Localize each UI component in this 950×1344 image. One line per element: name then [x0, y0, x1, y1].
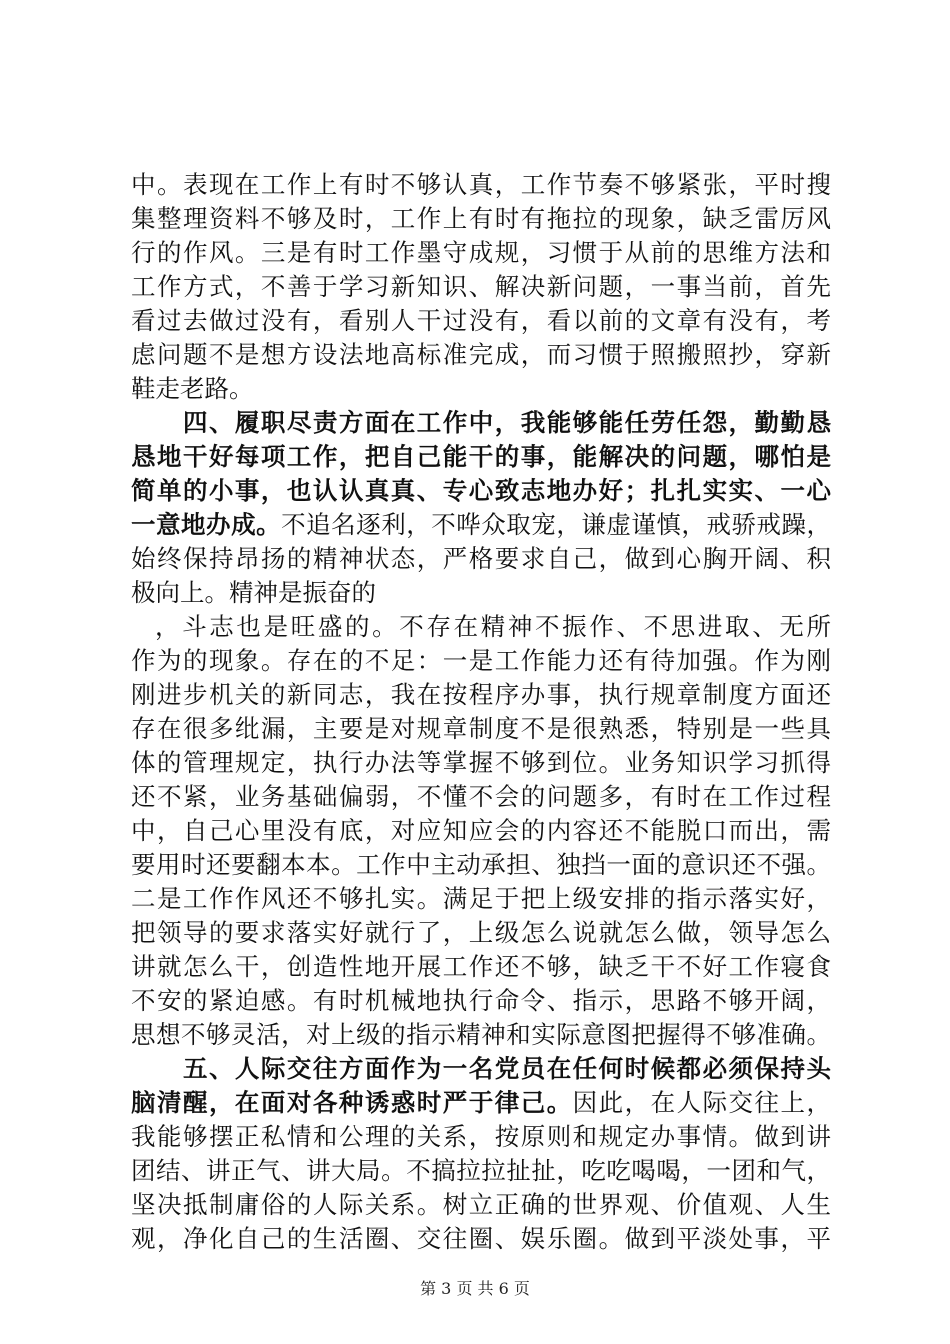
text-line: [131, 1086, 831, 1120]
text-segment: 体的管理规定，执行办法等掌握不够到位。业务知识学习抓得: [131, 748, 831, 777]
text-line: [131, 576, 831, 610]
text-segment: 鞋走老路。: [131, 374, 254, 403]
text-line: [131, 1188, 831, 1222]
text-line: [131, 678, 831, 712]
text-segment: 刚进步机关的新同志，我在按程序办事，执行规章制度方面还: [131, 680, 831, 709]
text-line: [131, 644, 831, 678]
text-line: [131, 712, 831, 746]
text-segment: ，斗志也是旺盛的。不存在精神不振作、不思进取、无所: [155, 612, 831, 641]
text-segment: 工作方式，不善于学习新知识、解决新问题，一事当前，首先: [131, 272, 831, 301]
text-line: [131, 814, 831, 848]
text-line: [131, 950, 831, 984]
text-segment: 虑问题不是想方设法地高标准完成，而习惯于照搬照抄，穿新: [131, 340, 831, 369]
text-line: [131, 746, 831, 780]
text-line: [131, 338, 831, 372]
text-line: [131, 882, 831, 916]
text-segment: 还不紧，业务基础偏弱，不懂不会的问题多，有时在工作过程: [131, 782, 831, 811]
bold-text-segment: 一意地办成。: [131, 510, 282, 539]
text-line: [131, 202, 831, 236]
text-line: [131, 270, 831, 304]
text-line: [131, 1018, 831, 1052]
text-segment: 讲就怎么干，创造性地开展工作还不够，缺乏干不好工作寝食: [131, 952, 831, 981]
text-line: [131, 236, 831, 270]
text-line: [131, 542, 831, 576]
bold-text-segment: 恳地干好每项工作，把自己能干的事，能解决的问题，哪怕是: [131, 442, 831, 471]
text-segment: 观，净化自己的生活圈、交往圈、娱乐圈。做到平淡处事，平: [131, 1224, 831, 1253]
text-segment: 行的作风。三是有时工作墨守成规，习惯于从前的思维方法和: [131, 238, 831, 267]
text-segment: 思想不够灵活，对上级的指示精神和实际意图把握得不够准确。: [131, 1020, 831, 1049]
text-segment: 看过去做过没有，看别人干过没有，看以前的文章有没有，考: [131, 306, 831, 335]
bold-text-segment: 脑清醒，在面对各种诱惑时严于律己。: [131, 1088, 573, 1117]
text-line: [131, 168, 831, 202]
text-segment: 作为的现象。存在的不足：一是工作能力还有待加强。作为刚: [131, 646, 831, 675]
text-line: [131, 1222, 831, 1256]
text-line: [131, 372, 831, 406]
bold-text-segment: 简单的小事，也认认真真、专心致志地办好；扎扎实实、一心: [131, 476, 831, 505]
text-line: [131, 474, 831, 508]
text-line: [131, 406, 831, 440]
text-segment: 始终保持昂扬的精神状态，严格要求自己，做到心胸开阔、积: [131, 544, 831, 573]
text-segment: 集整理资料不够及时，工作上有时有拖拉的现象，缺乏雷厉风: [131, 204, 831, 233]
text-segment: 存在很多纰漏，主要是对规章制度不是很熟悉，特别是一些具: [131, 714, 831, 743]
text-segment: 团结、讲正气、讲大局。不搞拉拉扯扯，吃吃喝喝，一团和气，: [131, 1156, 831, 1185]
bold-text-segment: 四、履职尽责方面在工作中，我能够能任劳任怨，勤勤恳: [131, 408, 831, 437]
text-line: [131, 508, 831, 542]
text-segment: 极向上。精神是振奋的: [131, 578, 376, 607]
text-segment: 不追名逐利，不哗众取宠，谦虚谨慎，戒骄戒躁，: [281, 510, 832, 539]
text-segment: 坚决抵制庸俗的人际关系。树立正确的世界观、价值观、人生: [131, 1190, 831, 1219]
page-footer: 第 3 页 共 6 页: [420, 1279, 530, 1298]
text-line: [131, 1120, 831, 1154]
text-segment: 不安的紧迫感。有时机械地执行命令、指示，思路不够开阔，: [131, 986, 831, 1015]
text-line: [131, 1052, 831, 1086]
text-line: [131, 780, 831, 814]
text-line: [131, 984, 831, 1018]
text-line: [155, 610, 831, 644]
text-line: [131, 916, 831, 950]
text-line: [131, 304, 831, 338]
bold-text-segment: 五、人际交往方面作为一名党员在任何时候都必须保持头: [131, 1054, 831, 1083]
text-segment: 要用时还要翻本本。工作中主动承担、独挡一面的意识还不强。: [131, 850, 831, 879]
text-segment: 我能够摆正私情和公理的关系，按原则和规定办事情。做到讲: [131, 1122, 831, 1151]
text-segment: 因此，在人际交往上，: [572, 1088, 831, 1117]
text-segment: 中。表现在工作上有时不够认真，工作节奏不够紧张，平时搜: [131, 170, 831, 199]
text-segment: 二是工作作风还不够扎实。满足于把上级安排的指示落实好，: [131, 884, 831, 913]
text-segment: 中，自己心里没有底，对应知应会的内容还不能脱口而出，需: [131, 816, 831, 845]
text-line: [131, 440, 831, 474]
text-line: [131, 848, 831, 882]
text-segment: 把领导的要求落实好就行了，上级怎么说就怎么做，领导怎么: [131, 918, 831, 947]
text-line: [131, 1154, 831, 1188]
